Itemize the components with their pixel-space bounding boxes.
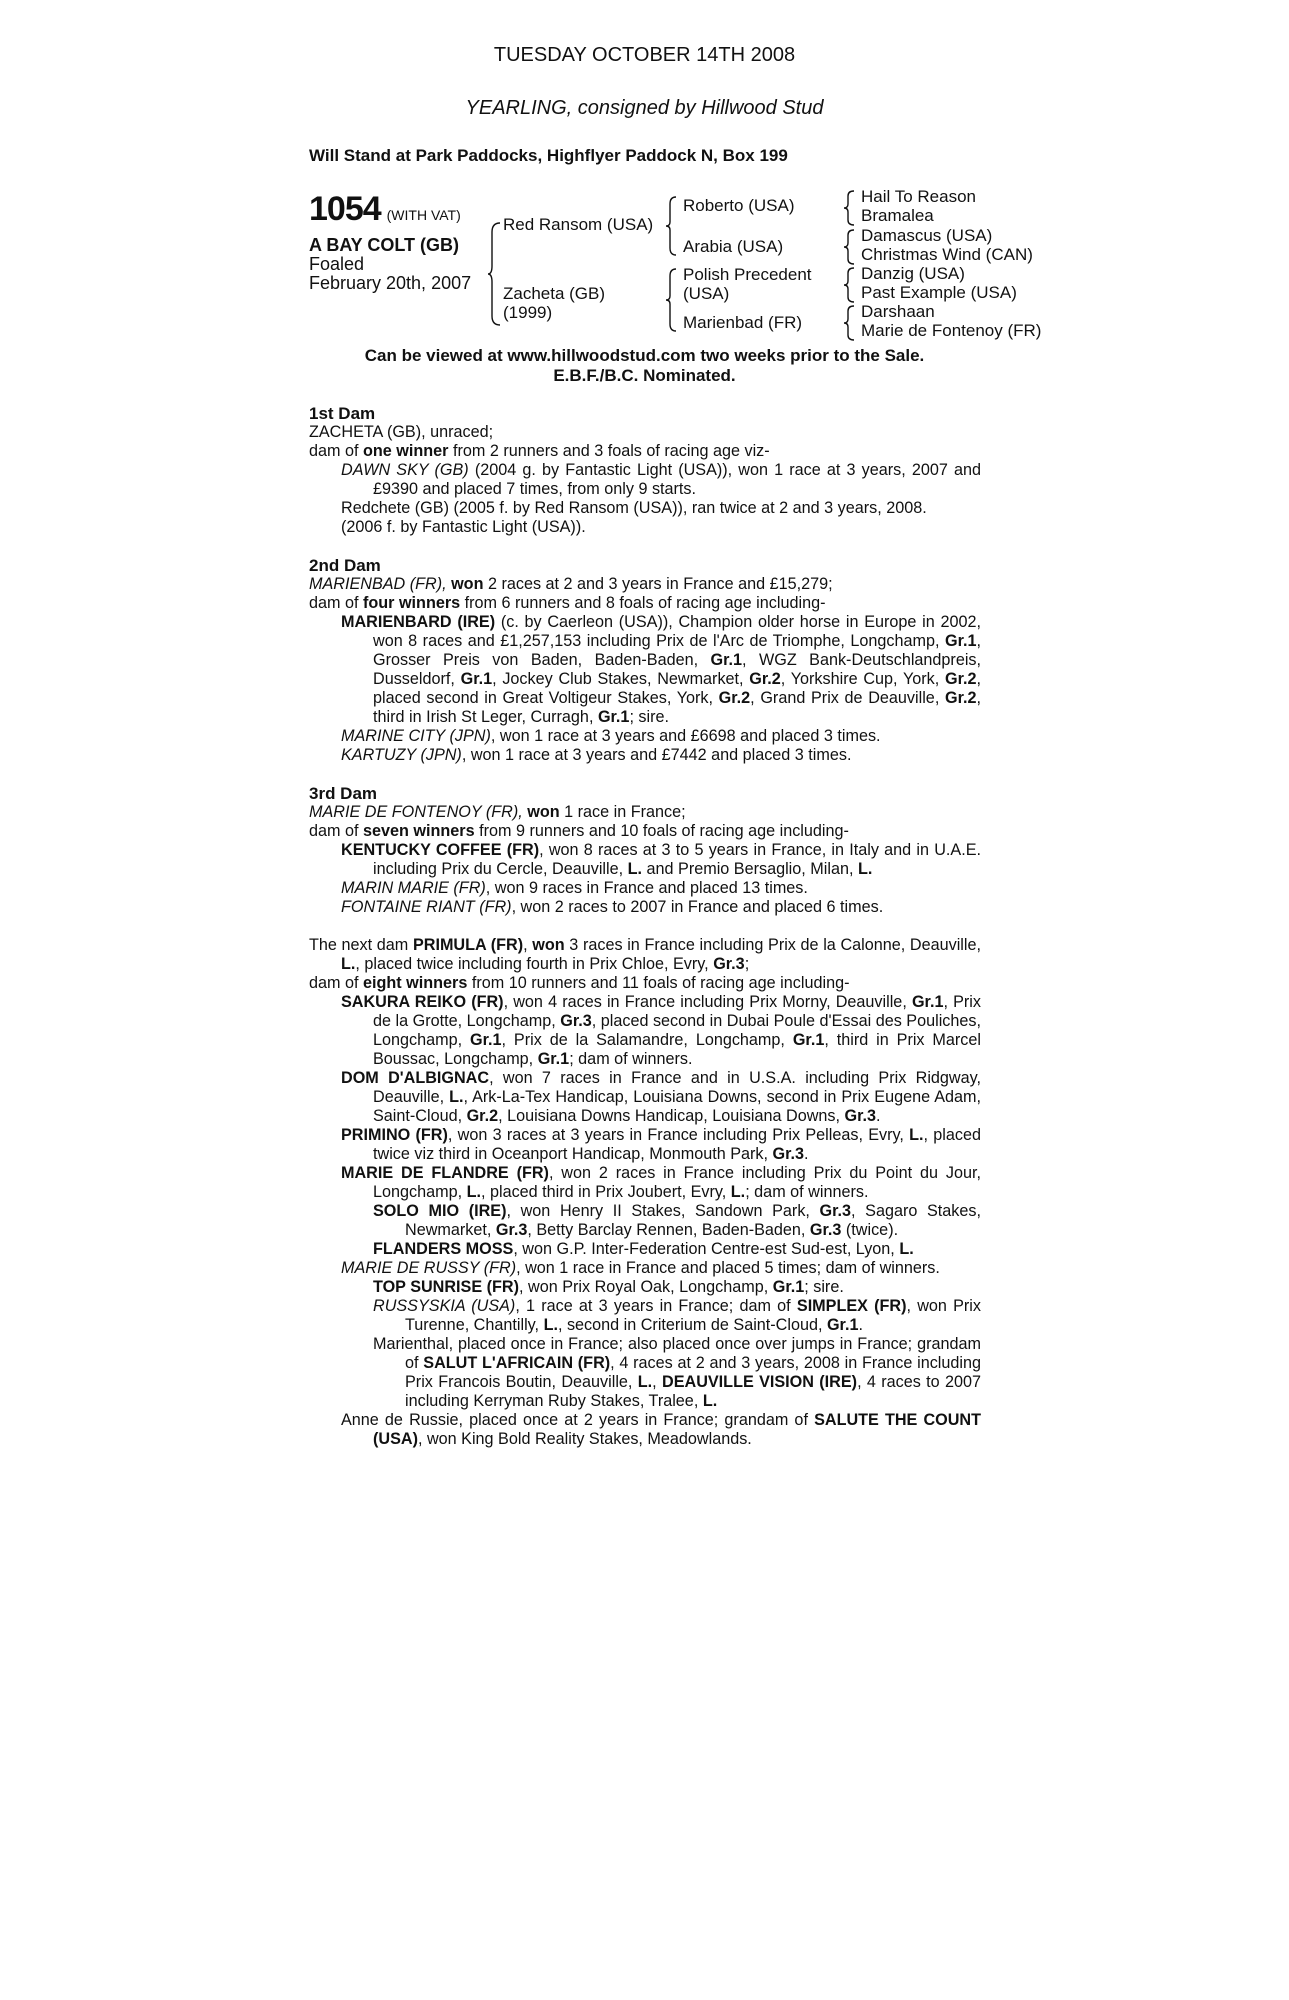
pedigree-sire-dam: Arabia (USA): [683, 237, 784, 256]
pedigree-dam-name: Zacheta (GB): [503, 284, 606, 303]
text: seven winners: [363, 822, 475, 840]
text: L.: [702, 1392, 718, 1410]
text: Gr.1: [470, 1031, 502, 1049]
text: L.: [909, 1126, 924, 1144]
produce-entry: [341, 746, 981, 765]
text: Gr.1: [537, 1050, 570, 1068]
text: won: [527, 803, 560, 821]
text: , won Prix Turenne, Chantilly,: [405, 1297, 981, 1334]
text: Gr.1: [710, 651, 743, 669]
text: , 4 races to 2007 including Kerryman Ruby Stakes, Tralee,: [405, 1373, 981, 1410]
text: , Prix de la Salamandre, Longchamp,: [501, 1031, 793, 1049]
text: Gr.1: [460, 670, 493, 688]
horse-name: A BAY COLT (GB): [309, 235, 460, 255]
text: , won 2 races in France including Prix du Point du Jour, Longchamp,: [373, 1164, 981, 1201]
horse-name: DOM D'ALBIGNAC: [341, 1069, 490, 1087]
text: ; sire.: [629, 708, 670, 726]
third-dam-title: 3rd Dam: [309, 784, 378, 803]
produce-entry: [341, 898, 981, 917]
text: ;: [744, 955, 750, 973]
pedigree-brace-7: [844, 305, 856, 341]
text: , Ark-La-Tex Handicap, Louisiana Downs, second in Prix Eugene Adam, Saint-Cloud,: [373, 1088, 981, 1125]
text: L.: [899, 1240, 914, 1258]
produce-entry: [373, 1240, 981, 1259]
text: L.: [543, 1316, 558, 1334]
text: Gr.2: [945, 670, 977, 688]
produce-entry: [373, 1278, 981, 1297]
pedigree-brace-6: [844, 267, 856, 303]
text: , won Henry II Stakes, Sandown Park,: [506, 1202, 820, 1220]
text: , placed third in Prix Joubert, Evry,: [480, 1183, 731, 1201]
horse-name: MARIE DE RUSSY (FR): [341, 1259, 517, 1277]
text: , won 1 race in France and placed 5 times; dam of winners.: [516, 1259, 940, 1277]
second-dam-line: [309, 575, 981, 594]
pedigree-g3-5: Danzig (USA): [861, 264, 965, 283]
pedigree-g3-1: Hail To Reason: [861, 187, 976, 206]
consignor-line: YEARLING, consigned by Hillwood Stud: [465, 97, 824, 119]
text: Gr.1: [772, 1278, 805, 1296]
text: , Jockey Club Stakes, Newmarket,: [492, 670, 750, 688]
text: Gr.2: [749, 670, 781, 688]
horse-info: [309, 236, 471, 293]
horse-name: FONTAINE RIANT (FR): [341, 898, 512, 916]
pedigree-dam: [503, 284, 605, 322]
text: L.: [637, 1373, 653, 1391]
pedigree-brace-4: [844, 190, 856, 226]
text: , won G.P. Inter-Federation Centre-est Sud-est, Lyon,: [513, 1240, 900, 1258]
text: and Premio Bersaglio, Milan,: [642, 860, 858, 878]
third-dam-produce-summary: [309, 822, 981, 841]
text: four winners: [363, 594, 461, 612]
text: dam of: [309, 442, 363, 460]
pedigree-brace-2: [666, 196, 678, 256]
text: , won King Bold Reality Stakes, Meadowlands.: [417, 1430, 752, 1448]
text: Gr.3: [844, 1107, 877, 1125]
produce-entry: [309, 1411, 981, 1449]
text: L.: [627, 860, 643, 878]
horse-name: MARIE DE FLANDRE (FR): [341, 1164, 549, 1182]
text: Gr.3: [819, 1202, 852, 1220]
text: from 9 runners and 10 foals of racing age including-: [474, 822, 849, 840]
horse-name: MARIENBARD (IRE): [341, 613, 496, 631]
pedigree-dam-sire-country: (USA): [683, 284, 730, 303]
text: eight winners: [363, 974, 468, 992]
text: Gr.1: [826, 1316, 859, 1334]
vat-note: (WITH VAT): [386, 207, 461, 223]
second-dam-section: [309, 556, 981, 765]
text: , Louisiana Downs Handicap, Louisiana Downs,: [498, 1107, 845, 1125]
text: dam of: [309, 974, 363, 992]
pedigree-g3-4: Christmas Wind (CAN): [861, 245, 1033, 264]
text: The next dam: [309, 936, 413, 954]
text: L.: [730, 1183, 746, 1201]
horse-name: RUSSYSKIA (USA): [373, 1297, 516, 1315]
produce-entry: [309, 1069, 981, 1126]
pedigree-dam-sire-name: Polish Precedent: [683, 265, 812, 284]
text: ,: [652, 1373, 663, 1391]
text: .: [803, 1145, 809, 1163]
produce-entry: [309, 1335, 981, 1411]
text: L.: [466, 1183, 481, 1201]
foaled-date: February 20th, 2007: [309, 273, 472, 293]
horse-name: KARTUZY (JPN): [341, 746, 462, 764]
text: ,: [523, 936, 533, 954]
text: , won 9 races in France and placed 13 times.: [485, 879, 808, 897]
text: 2 races at 2 and 3 years in France and £15,279;: [483, 575, 833, 593]
produce-entry: [309, 1297, 981, 1335]
produce-entry: [341, 727, 981, 746]
text: , Prix de la Grotte, Longchamp,: [373, 993, 981, 1030]
text: , placed twice including fourth in Prix Chloe, Evry,: [355, 955, 714, 973]
pedigree-sire: Red Ransom (USA): [503, 215, 654, 234]
text: dam of: [309, 822, 363, 840]
text: ; dam of winners.: [745, 1183, 869, 1201]
first-dam-section: [309, 404, 981, 537]
text: 1 race in France;: [559, 803, 686, 821]
pedigree-g3-7: Darshaan: [861, 302, 935, 321]
viewing-note: Can be viewed at www.hillwoodstud.com two weeks prior to the Sale.: [364, 346, 925, 365]
first-dam-line: ZACHETA (GB), unraced;: [309, 423, 494, 441]
horse-name: MARIN MARIE (FR): [341, 879, 486, 897]
text: ; dam of winners.: [569, 1050, 693, 1068]
text: Gr.3: [809, 1221, 842, 1239]
produce-entry: (2006 f. by Fantastic Light (USA)).: [341, 518, 586, 536]
text: , won 1 race at 3 years and £6698 and placed 3 times.: [490, 727, 881, 745]
text: .: [858, 1316, 863, 1334]
horse-name: TOP SUNRISE (FR): [373, 1278, 520, 1296]
next-dam-produce-summary: [309, 974, 981, 993]
text: , Grand Prix de Deauville,: [750, 689, 945, 707]
horse-name: SALUTE THE COUNT (USA): [373, 1411, 982, 1448]
text: , placed second in Great Voltigeur Stakes, York,: [373, 670, 981, 707]
first-dam-title: 1st Dam: [309, 404, 376, 423]
text: , Betty Barclay Rennen, Baden-Baden,: [527, 1221, 810, 1239]
lot-number-block: [309, 190, 461, 229]
produce-entry: [309, 1164, 981, 1202]
text: , won 8 races at 3 to 5 years in France, in Italy and in U.A.E. including Prix du Cercle, Deauville,: [373, 841, 981, 878]
pedigree-g3-6: Past Example (USA): [861, 283, 1017, 302]
horse-name: PRIMINO (FR): [341, 1126, 448, 1144]
text: , third in Prix Marcel Boussac, Longchamp,: [373, 1031, 981, 1068]
first-dam-produce-summary: [309, 442, 981, 461]
text: , won 2 races to 2007 in France and placed 6 times.: [511, 898, 884, 916]
produce-entry: [309, 993, 981, 1069]
text: (2004 g. by Fantastic Light (USA)), won 1 race at 3 years, 2007 and £9390 and placed 7 times, from only 9 starts.: [373, 461, 981, 498]
text: MARIE DE FONTENOY (FR),: [309, 803, 528, 821]
horse-name: SOLO MIO (IRE): [373, 1202, 507, 1220]
third-dam-section: [309, 784, 981, 917]
third-dam-line: [309, 803, 981, 822]
produce-entry: [341, 1259, 981, 1278]
text: SIMPLEX (FR): [796, 1297, 907, 1315]
pedigree-brace-1: [488, 222, 502, 326]
pedigree-dam-year: (1999): [503, 303, 553, 322]
text: from 10 runners and 11 foals of racing age including-: [467, 974, 850, 992]
produce-entry: [309, 1126, 981, 1164]
text: 3 races in France including Prix de la Calonne, Deauville,: [564, 936, 981, 954]
text: Anne de Russie, placed once at 2 years in France; grandam of: [341, 1411, 815, 1429]
pedigree-g3-8: Marie de Fontenoy (FR): [861, 321, 1042, 340]
text: , WGZ Bank-Deutschlandpreis, Dusseldorf,: [373, 651, 982, 688]
text: , won 7 races in France and in U.S.A. including Prix Ridgway, Deauville,: [373, 1069, 982, 1106]
text: won: [532, 936, 565, 954]
sale-date: TUESDAY OCTOBER 14TH 2008: [493, 44, 796, 66]
text: MARIENBAD (FR),: [309, 575, 452, 593]
text: Gr.2: [466, 1107, 499, 1125]
produce-entry: [309, 461, 981, 499]
text: from 2 runners and 3 foals of racing age viz-: [448, 442, 770, 460]
text: , second in Criterium de Saint-Cloud,: [557, 1316, 827, 1334]
text: Gr.3: [713, 955, 745, 973]
second-dam-produce-summary: [309, 594, 981, 613]
stand-location: Will Stand at Park Paddocks, Highflyer Paddock N, Box 199: [309, 146, 788, 165]
text: , placed twice viz third in Oceanport Handicap, Monmouth Park,: [373, 1126, 981, 1163]
text: Gr.1: [945, 632, 977, 650]
produce-entry: [341, 879, 981, 898]
text: , third in Irish St Leger, Curragh,: [373, 689, 981, 726]
produce-entry: [309, 613, 981, 727]
nomination-note: E.B.F./B.C. Nominated.: [553, 366, 736, 385]
horse-name: SALUT L'AFRICAIN (FR): [423, 1354, 611, 1372]
second-dam-title: 2nd Dam: [309, 556, 381, 575]
horse-name: DAWN SKY (GB): [341, 461, 469, 479]
pedigree-dam-dam: Marienbad (FR): [683, 313, 803, 332]
horse-name: SAKURA REIKO (FR): [341, 993, 504, 1011]
text: , Sagaro Stakes, Newmarket,: [405, 1202, 981, 1239]
text: L.: [857, 860, 873, 878]
pedigree-g3-3: Damascus (USA): [861, 226, 993, 245]
next-dam-line: [309, 936, 981, 974]
horse-name: MARINE CITY (JPN): [341, 727, 491, 745]
produce-entry: [309, 1202, 981, 1240]
foaled-label: Foaled: [309, 254, 365, 274]
text: won: [451, 575, 484, 593]
text: Marienthal, placed once in France; also placed once over jumps in France; grandam of: [373, 1335, 981, 1372]
text: from 6 runners and 8 foals of racing age including-: [460, 594, 826, 612]
text: , won 1 race at 3 years and £7442 and placed 3 times.: [461, 746, 852, 764]
horse-name: DEAUVILLE VISION (IRE): [662, 1373, 858, 1391]
text: , won 3 races at 3 years in France including Prix Pelleas, Evry,: [447, 1126, 910, 1144]
text: dam of: [309, 594, 363, 612]
text: Gr.1: [597, 708, 630, 726]
text: Gr.1: [911, 993, 944, 1011]
text: Gr.2: [944, 689, 977, 707]
text: , placed second in Dubai Poule d'Essai des Pouliches, Longchamp,: [373, 1012, 981, 1049]
text: , Grosser Preis von Baden, Baden-Baden,: [373, 632, 981, 669]
text: Gr.3: [772, 1145, 804, 1163]
text: (c. by Caerleon (USA)), Champion older horse in Europe in 2002, won 8 races and £1,257,153 including Prix de l'Arc de Triomphe, Longchamp,: [373, 613, 982, 650]
text: ; sire.: [804, 1278, 844, 1296]
pedigree-sire-sire: Roberto (USA): [683, 196, 795, 215]
text: , won Prix Royal Oak, Longchamp,: [519, 1278, 773, 1296]
text: Gr.3: [560, 1012, 592, 1030]
text: (twice).: [841, 1221, 899, 1239]
lot-number: 1054: [309, 190, 381, 228]
text: Gr.2: [718, 689, 751, 707]
produce-entry: Redchete (GB) (2005 f. by Red Ransom (USA)), ran twice at 2 and 3 years, 2008.: [341, 499, 927, 517]
text: Gr.1: [792, 1031, 825, 1049]
horse-name: KENTUCKY COFFEE (FR): [341, 841, 540, 859]
horse-name: PRIMULA (FR): [412, 936, 524, 954]
next-dam-section: [309, 936, 981, 1449]
pedigree-brace-5: [844, 229, 856, 265]
text: , 1 race at 3 years in France; dam of: [515, 1297, 797, 1315]
horse-name: FLANDERS MOSS: [373, 1240, 514, 1258]
text: L.: [449, 1088, 464, 1106]
text: , 4 races at 2 and 3 years, 2008 in France including Prix Francois Boutin, Deauville,: [405, 1354, 981, 1391]
text: , won 4 races in France including Prix Morny, Deauville,: [503, 993, 912, 1011]
text: , Yorkshire Cup, York,: [780, 670, 945, 688]
text: L.: [341, 955, 356, 973]
produce-entry: [309, 841, 981, 879]
pedigree-g3-2: Bramalea: [861, 206, 934, 225]
text: Gr.3: [495, 1221, 528, 1239]
pedigree-dam-sire: [683, 265, 812, 303]
text: one winner: [363, 442, 449, 460]
text: .: [876, 1107, 881, 1125]
pedigree-brace-3: [666, 268, 678, 332]
